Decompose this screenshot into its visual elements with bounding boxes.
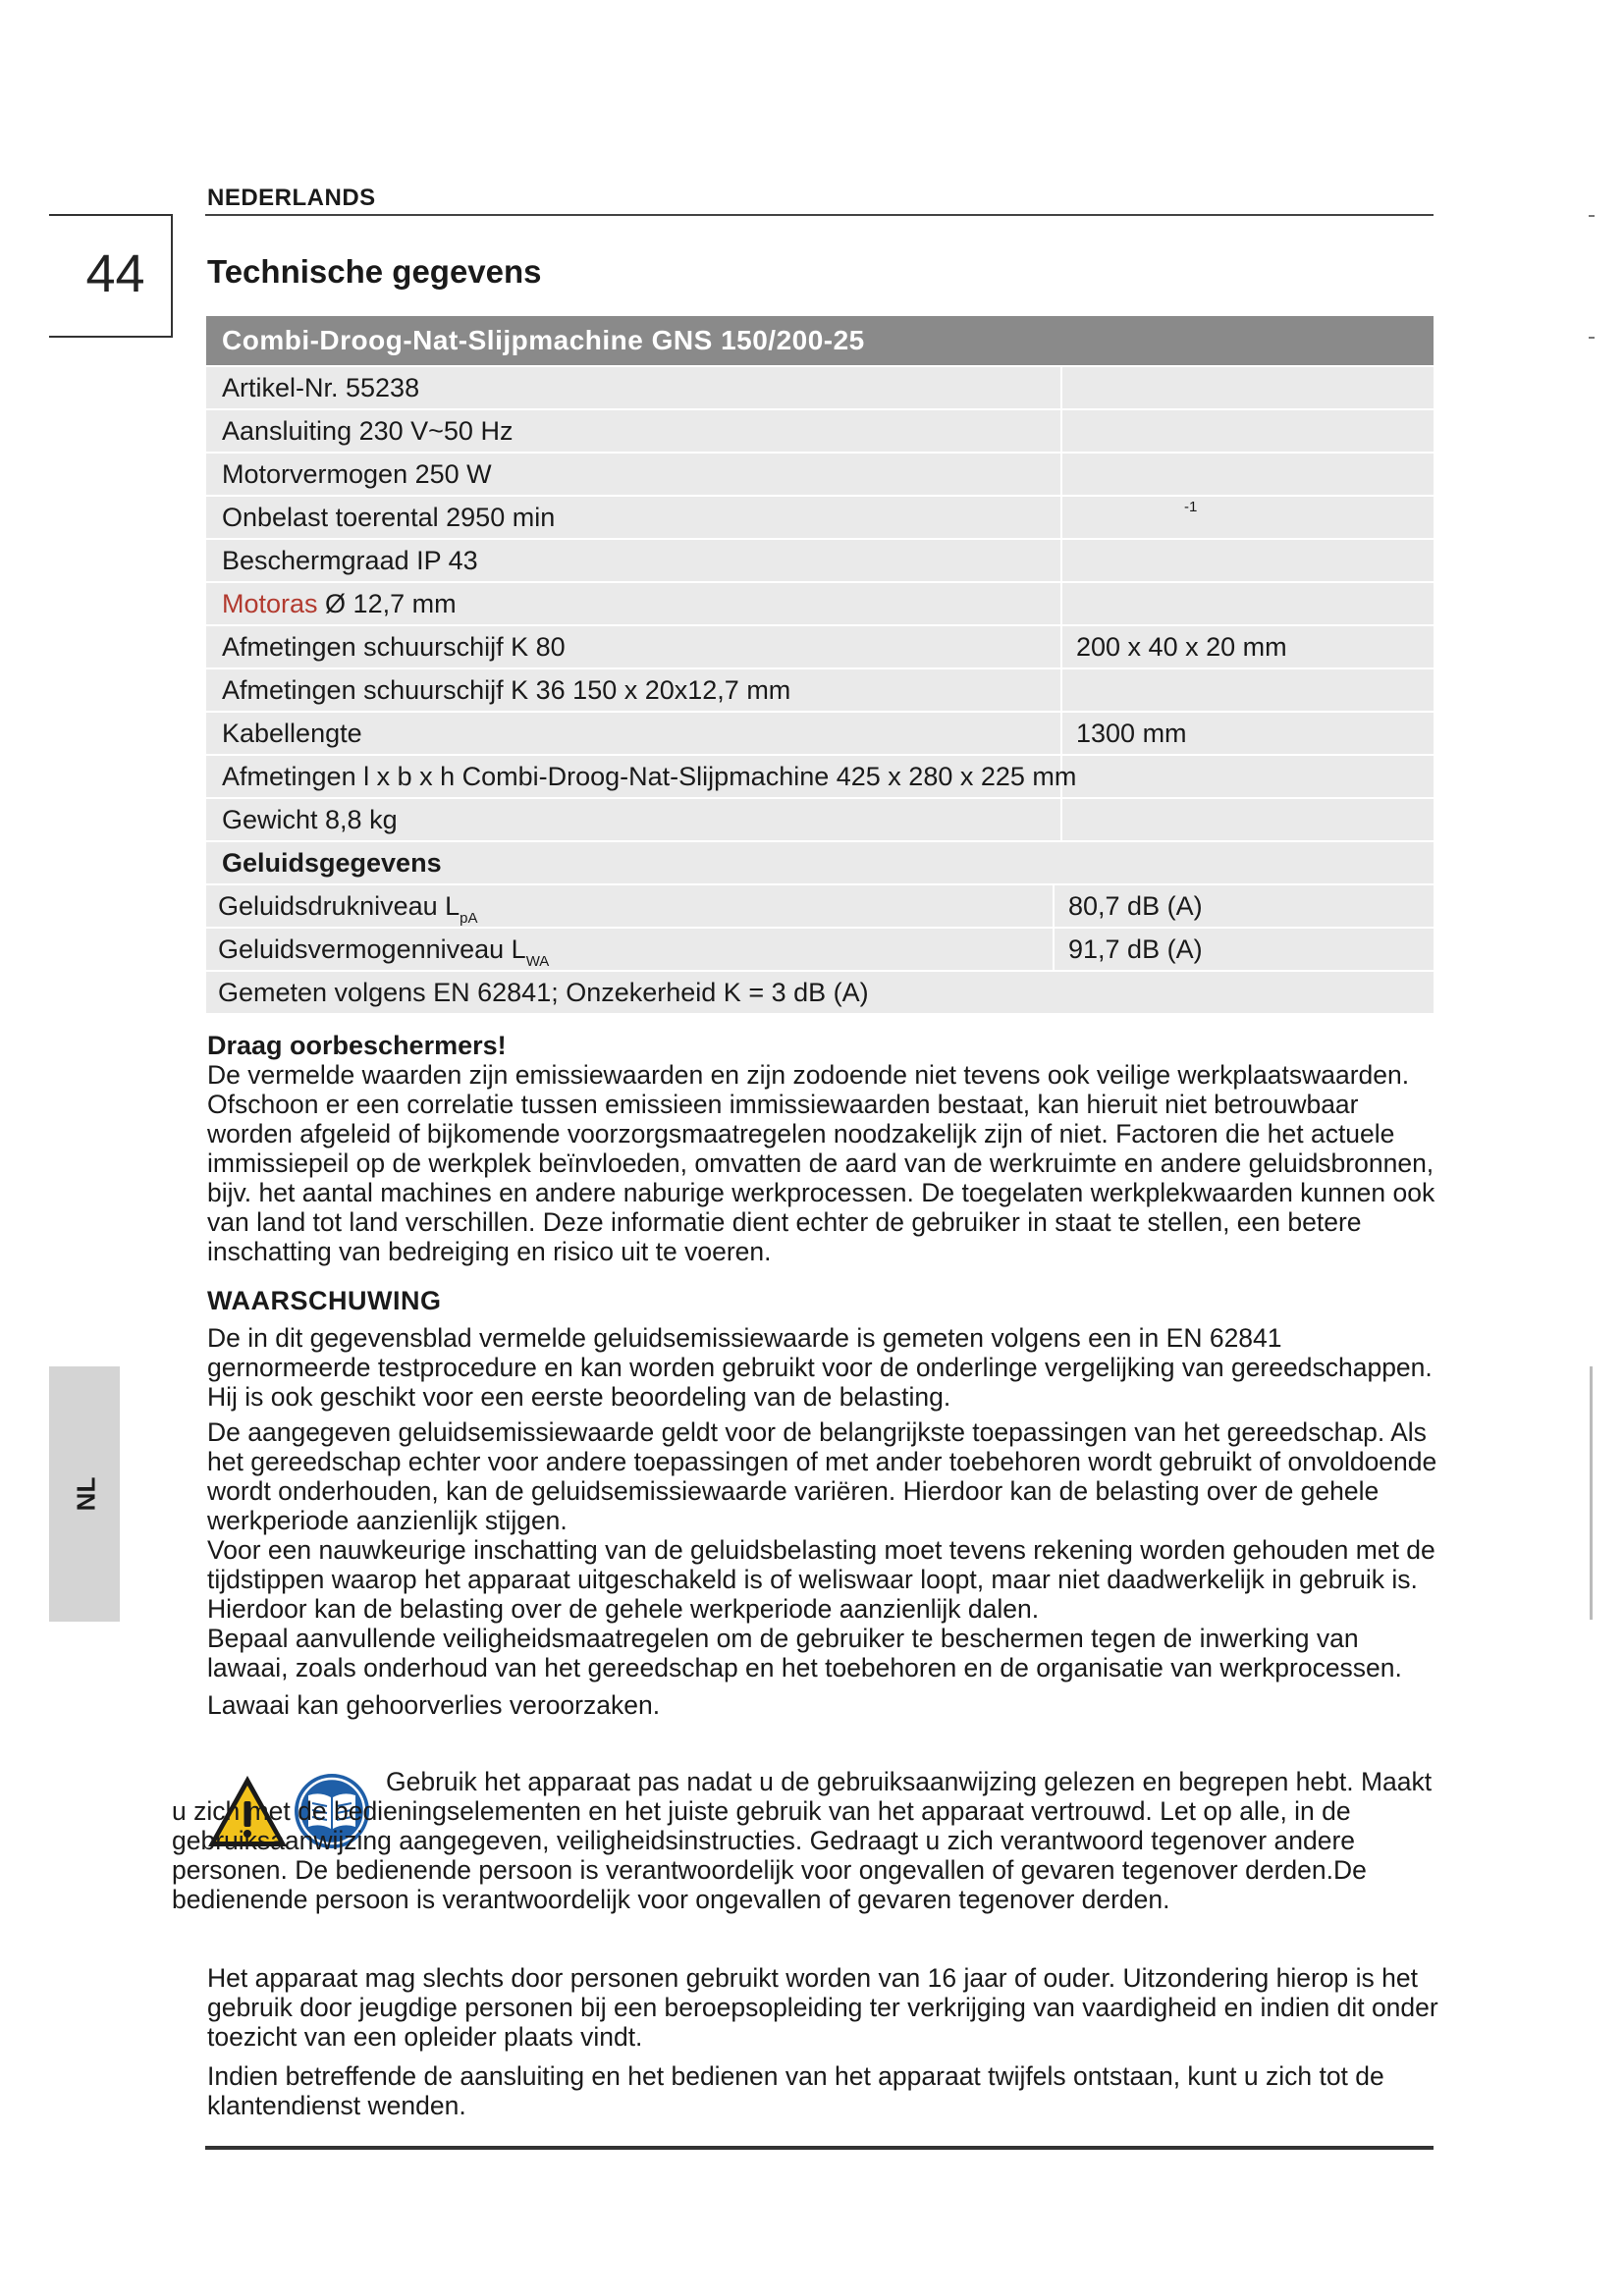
noise-heading: Geluidsgegevens — [222, 848, 442, 878]
table-row — [206, 408, 1434, 452]
row-label: Motorvermogen 250 W — [206, 454, 1062, 495]
ear-protection-text: De vermelde waarden zijn emissiewaarden en zijn zodoende niet tevens ook veilige werkplaatswaarden. Ofschoon er een correlatie tussen emissieen immissiewaarden bestaat, kan hieruit niet betrouwbaar worden afgeleid of bijkomende voorzorgsmaatregelen noodzakelijk zijn of niet. Factoren die het actuele immissiepeil op de werkplek beïnvloeden, omvatten de aard van de werkruimte en andere geluidsbronnen, bijv. het aantal machines en andere naburige werkprocessen. De toegelaten werkplekwaarden kunnen ook van land tot land verschillen. Deze informatie dient echter de gebruiker in staat te stellen, een betere inschatting van bedreiging en risico uit te voeren. — [207, 1060, 1435, 1266]
edge-mark — [1589, 337, 1595, 339]
measured-row — [206, 970, 1434, 1013]
row-value: 1300 mm — [1076, 719, 1187, 748]
row-label: Onbelast toerental 2950 min — [206, 497, 1062, 538]
row-value — [1062, 497, 1434, 538]
row-label — [206, 885, 1055, 927]
warning-section — [207, 1286, 1439, 1720]
warning-heading: WAARSCHUWING — [207, 1286, 442, 1315]
table-row — [206, 883, 1434, 927]
row-label: Beschermgraad IP 43 — [206, 540, 1062, 581]
table-row — [206, 365, 1434, 408]
safety-paragraph: Gebruik het apparaat pas nadat u de gebruiksaanwijzing gelezen en begrepen hebt. Maakt u zich met de bedieningselementen en het juiste gebruik van het apparaat vertrouwd. Let op alle, in de gebruiksaanwijzing aangegeven, veiligheidsinstructies. Gedraagt u zich verantwoord tegenover andere personen. De bedienende persoon is verantwoordelijk voor ongevallen of gevaren tegenover derden.De bedienende persoon is verantwoordelijk voor ongevallen of gevaren tegenover derden. — [172, 1767, 1433, 1914]
row-label: Afmetingen l x b x h Combi-Droog-Nat-Slijpmachine 425 x 280 x 225 mm — [206, 756, 1062, 797]
row-value — [1062, 669, 1434, 711]
warning-paragraph: Lawaai kan gehoorverlies veroorzaken. — [207, 1690, 661, 1720]
table-row — [206, 754, 1434, 797]
safety-section — [172, 1767, 1448, 1914]
language-side-tab-label: NL — [71, 1476, 101, 1512]
exponent-mark: -1 — [1184, 499, 1198, 515]
edge-mark — [1590, 1366, 1593, 1620]
row-label: Artikel-Nr. 55238 — [206, 367, 1062, 408]
ear-protection-section — [207, 1031, 1439, 1266]
row-value — [1062, 583, 1434, 624]
table-row — [206, 797, 1434, 840]
row-value: 80,7 dB (A) — [1068, 891, 1203, 921]
warning-paragraph: Bepaal aanvullende veiligheidsmaatregelen om de gebruiker te beschermen tegen de inwerking van lawaai, zoals onderhoud van het gereedschap en het toebehoren en de organisatie van werkprocessen. — [207, 1624, 1402, 1682]
footer-divider — [205, 2146, 1434, 2150]
motoras-value: Ø 12,7 mm — [317, 589, 457, 618]
table-row — [206, 711, 1434, 754]
motoras-label: Motoras — [222, 589, 318, 618]
section-title: Technische gegevens — [207, 253, 542, 290]
noise-label: Geluidsvermogenniveau L — [218, 934, 526, 964]
row-label: Gewicht 8,8 kg — [206, 799, 1062, 840]
row-value — [1062, 540, 1434, 581]
row-value — [1062, 410, 1434, 452]
edge-mark — [1589, 215, 1595, 217]
safety-paragraph: Indien betreffende de aansluiting en het bedienen van het apparaat twijfels ontstaan, kunt u zich tot de klantendienst wenden. — [207, 2061, 1384, 2120]
language-header: NEDERLANDS — [207, 185, 376, 211]
row-label: Afmetingen schuurschijf K 80 — [206, 626, 1062, 667]
measured-text: Gemeten volgens EN 62841; Onzekerheid K = 3 dB (A) — [218, 978, 869, 1007]
row-value — [1062, 454, 1434, 495]
row-value — [1062, 367, 1434, 408]
row-value — [1062, 799, 1434, 840]
table-row — [206, 581, 1434, 624]
noise-subscript: pA — [460, 910, 478, 927]
row-label: Kabellengte — [206, 713, 1062, 754]
ear-protection-heading: Draag oorbeschermers! — [207, 1031, 507, 1060]
safety-section-age — [207, 1963, 1439, 2052]
row-value: 91,7 dB (A) — [1068, 934, 1203, 964]
table-row — [206, 538, 1434, 581]
row-label — [206, 583, 1062, 624]
row-value: 200 x 40 x 20 mm — [1076, 632, 1287, 662]
warning-paragraph: De aangegeven geluidsemissiewaarde geldt voor de belangrijkste toepassingen van het gereedschap. Als het gereedschap echter voor andere toepassingen of met ander toebehoren wordt gebruikt of onvoldoende wordt onderhouden, kan de geluidsemissiewaarde variëren. Hierdoor kan de belasting over de gehele werkperiode aanzienlijk stijgen. — [207, 1417, 1437, 1535]
noise-heading-row — [206, 840, 1434, 883]
safety-paragraph: Het apparaat mag slechts door personen gebruikt worden van 16 jaar of ouder. Uitzondering hierop is het gebruik door jeugdige personen bij een beroepsopleiding ter verkrijging van vaardigheid en indien dit onder toezicht van een opleider plaats vindt. — [207, 1963, 1438, 2052]
page-number: 44 — [85, 244, 145, 303]
row-label: Afmetingen schuurschijf K 36 150 x 20x12,7 mm — [206, 669, 1062, 711]
table-row — [206, 495, 1434, 538]
table-row — [206, 624, 1434, 667]
row-label — [206, 929, 1055, 970]
spec-table-heading: Combi-Droog-Nat-Slijpmachine GNS 150/200-25 — [206, 316, 1434, 365]
row-label: Aansluiting 230 V~50 Hz — [206, 410, 1062, 452]
warning-paragraph: De in dit gegevensblad vermelde geluidsemissiewaarde is gemeten volgens een in EN 62841 gernormeerde testprocedure en kan worden gebruikt voor de onderlinge vergelijking van gereedschappen. Hij is ook geschikt voor een eerste beoordeling van de belasting. — [207, 1323, 1433, 1412]
warning-paragraph: Voor een nauwkeurige inschatting van de geluidsbelasting moet tevens rekening worden gehouden met de tijdstippen waarop het apparaat uitgeschakeld is of weliswaar loopt, maar niet daadwerkelijk in gebruik is. Hierdoor kan de belasting over de gehele werkperiode aanzienlijk dalen. — [207, 1535, 1435, 1624]
noise-subscript: WA — [525, 953, 550, 970]
table-row — [206, 452, 1434, 495]
table-row — [206, 927, 1434, 970]
spec-table — [206, 316, 1434, 1013]
table-row — [206, 667, 1434, 711]
safety-section-contact — [207, 2061, 1439, 2120]
row-value — [1062, 756, 1434, 797]
noise-label: Geluidsdrukniveau L — [218, 891, 460, 921]
header-divider — [205, 214, 1434, 216]
